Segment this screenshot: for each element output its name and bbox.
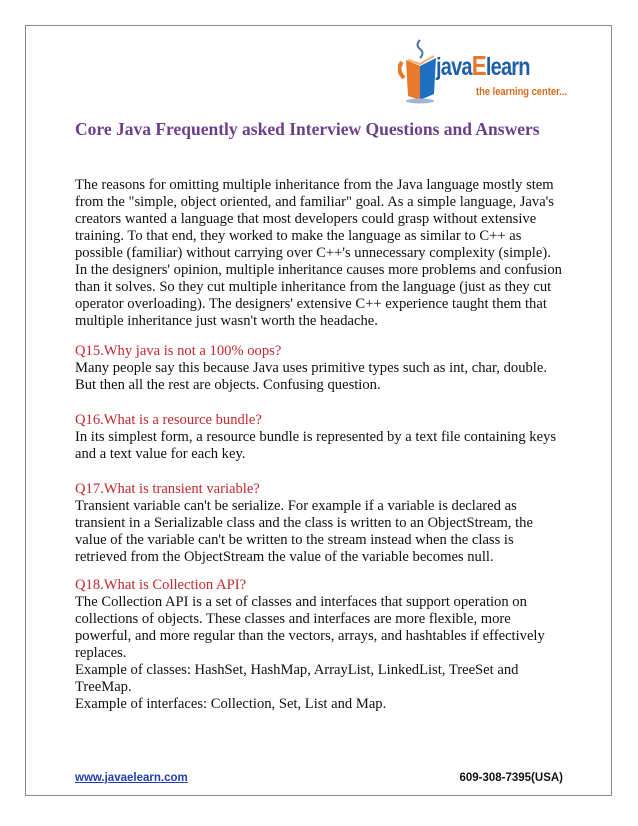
question-heading: Q18.What is Collection API? xyxy=(75,577,247,593)
text-line: than it solves. So they cut multiple inheritance from the language (just as they cut xyxy=(75,279,552,295)
text-line: from the "simple, object oriented, and familiar" goal. As a simple language, Java's xyxy=(75,194,554,210)
answer-line: powerful, and more regular than the vectors, arrays, and hashtables if effectively xyxy=(75,628,545,644)
logo-tagline: the learning center... xyxy=(476,86,567,98)
page-title: Core Java Frequently asked Interview Questions and Answers xyxy=(75,119,540,139)
answer-line: Example of classes: HashSet, HashMap, ArrayList, LinkedList, TreeSet and xyxy=(75,662,519,678)
answer-line: Transient variable can't be serialize. For example if a variable is declared as xyxy=(75,498,517,514)
question-heading: Q16.What is a resource bundle? xyxy=(75,412,262,428)
answer-line: and a text value for each key. xyxy=(75,446,246,462)
answer-line: retrieved from the ObjectStream the value of the variable becomes null. xyxy=(75,549,494,565)
question-heading: Q17.What is transient variable? xyxy=(75,481,260,497)
answer-line: In its simplest form, a resource bundle is represented by a text file containing keys xyxy=(75,429,557,445)
text-line: In the designers' opinion, multiple inheritance causes more problems and confusion xyxy=(75,262,562,278)
answer-line: But then all the rest are objects. Confusing question. xyxy=(75,377,381,393)
qa-item-q16 xyxy=(75,412,556,463)
qa-item-q17 xyxy=(75,481,533,566)
text-line: operator overloading). The designers' extensive C++ experience taught them that xyxy=(75,296,547,312)
text-line: possible (familiar) without carrying over C++'s unnecessary complexity (simple). xyxy=(75,245,551,261)
answer-line: The Collection API is a set of classes and interfaces that support operation on xyxy=(75,594,527,610)
answer-line: transient in a Serializable class and the class is written to an ObjectStream, the xyxy=(75,515,533,531)
question-heading: Q15.Why java is not a 100% oops? xyxy=(75,343,282,359)
logo-wordmark: javaElearn xyxy=(436,50,530,81)
text-line: creators wanted a language that most developers could grasp without extensive xyxy=(75,211,537,227)
qa-item-q18 xyxy=(75,577,545,713)
answer-line: replaces. xyxy=(75,645,127,661)
intro-paragraph xyxy=(75,177,562,330)
qa-item-q15 xyxy=(75,343,547,394)
answer-line: Many people say this because Java uses primitive types such as int, char, double. xyxy=(75,360,547,376)
answer-line: Example of interfaces: Collection, Set, List and Map. xyxy=(75,696,387,712)
website-link[interactable]: www.javaelearn.com xyxy=(75,772,188,784)
answer-line: collections of objects. These classes and interfaces are more flexible, more xyxy=(75,611,511,627)
javaelearn-logo xyxy=(398,38,567,108)
text-line: The reasons for omitting multiple inheritance from the Java language mostly stem xyxy=(75,177,554,193)
text-line: training. To that end, they worked to make the language as similar to C++ as xyxy=(75,228,522,244)
phone-number: 609-308-7395(USA) xyxy=(459,772,563,784)
text-line: multiple inheritance just wasn't worth the headache. xyxy=(75,313,378,329)
answer-line: value of the variable can't be written to the stream instead when the class is xyxy=(75,532,514,548)
answer-line: TreeMap. xyxy=(75,679,132,695)
